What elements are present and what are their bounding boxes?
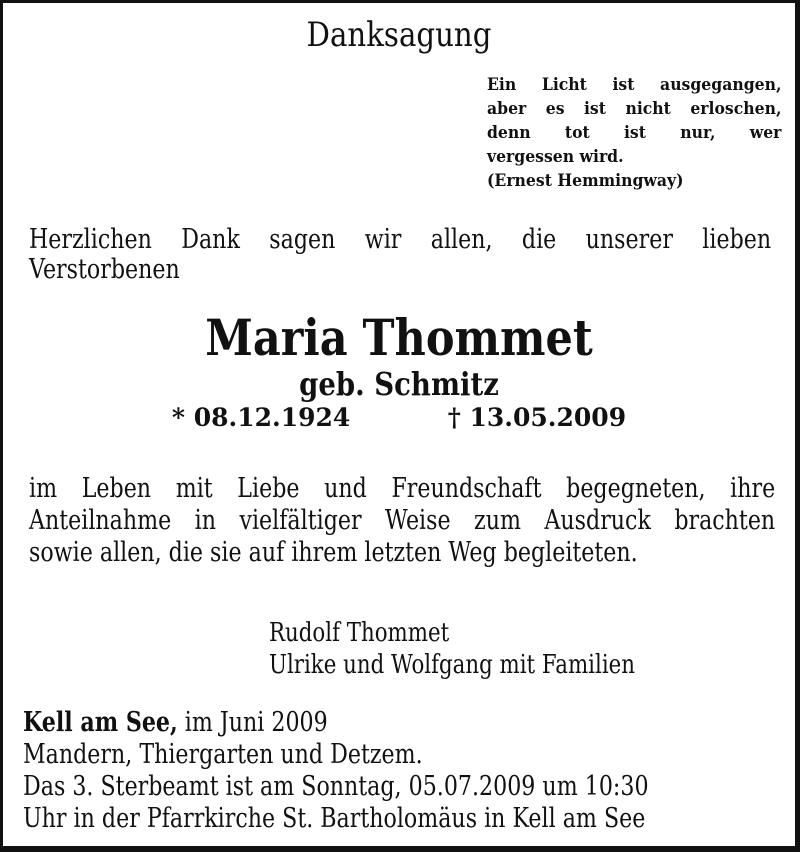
cross-icon: † [447,403,461,432]
intro-line: Verstorbenen [29,254,180,285]
place: Kell am See, [23,707,178,738]
death-date: 13.05.2009 [469,403,627,432]
birth-star-icon: * [171,403,185,432]
date: im Juni 2009 [177,707,328,738]
body-line: Anteilnahme in vielfältiger Weise zum Ausdruck brachten [29,505,776,536]
quote-line: Ein Licht ist ausgegangen, [487,75,782,95]
footer-info [23,707,649,835]
quote-attribution: (Ernest Hemmingway) [487,171,684,191]
birth-date: 08.12.1924 [193,403,351,432]
quote-line: denn tot ist nur, wer [487,123,782,143]
signer: Rudolf Thommet [269,618,450,648]
maiden-name: geb. Schmitz [299,365,499,403]
deceased-name: Maria Thommet [205,308,593,367]
intro-paragraph [29,225,771,285]
notice-title: Danksagung [306,15,492,55]
body-paragraph [29,473,775,569]
place-date-line [23,707,649,739]
signers [269,617,635,681]
quote-line: aber es ist nicht erloschen, [487,99,782,119]
footer-line: Das 3. Sterbeamt ist am Sonntag, 05.07.2009 um 10:30 [23,771,649,802]
quote-line: vergessen wird. [487,147,624,167]
footer-line: Uhr in der Pfarrkirche St. Bartholomäus in Kell am See [23,803,646,834]
life-dates [3,403,795,432]
memorial-quote [487,73,782,193]
body-line: im Leben mit Liebe und Freundschaft begegneten, ihre [29,473,776,504]
footer-line: Mandern, Thiergarten und Detzem. [23,739,423,770]
body-line: sowie allen, die sie auf ihrem letzten Weg begleiteten. [29,537,638,568]
signer: Ulrike und Wolfgang mit Familien [269,650,635,680]
intro-line: Herzlichen Dank sagen wir allen, die unserer lieben [29,224,772,255]
